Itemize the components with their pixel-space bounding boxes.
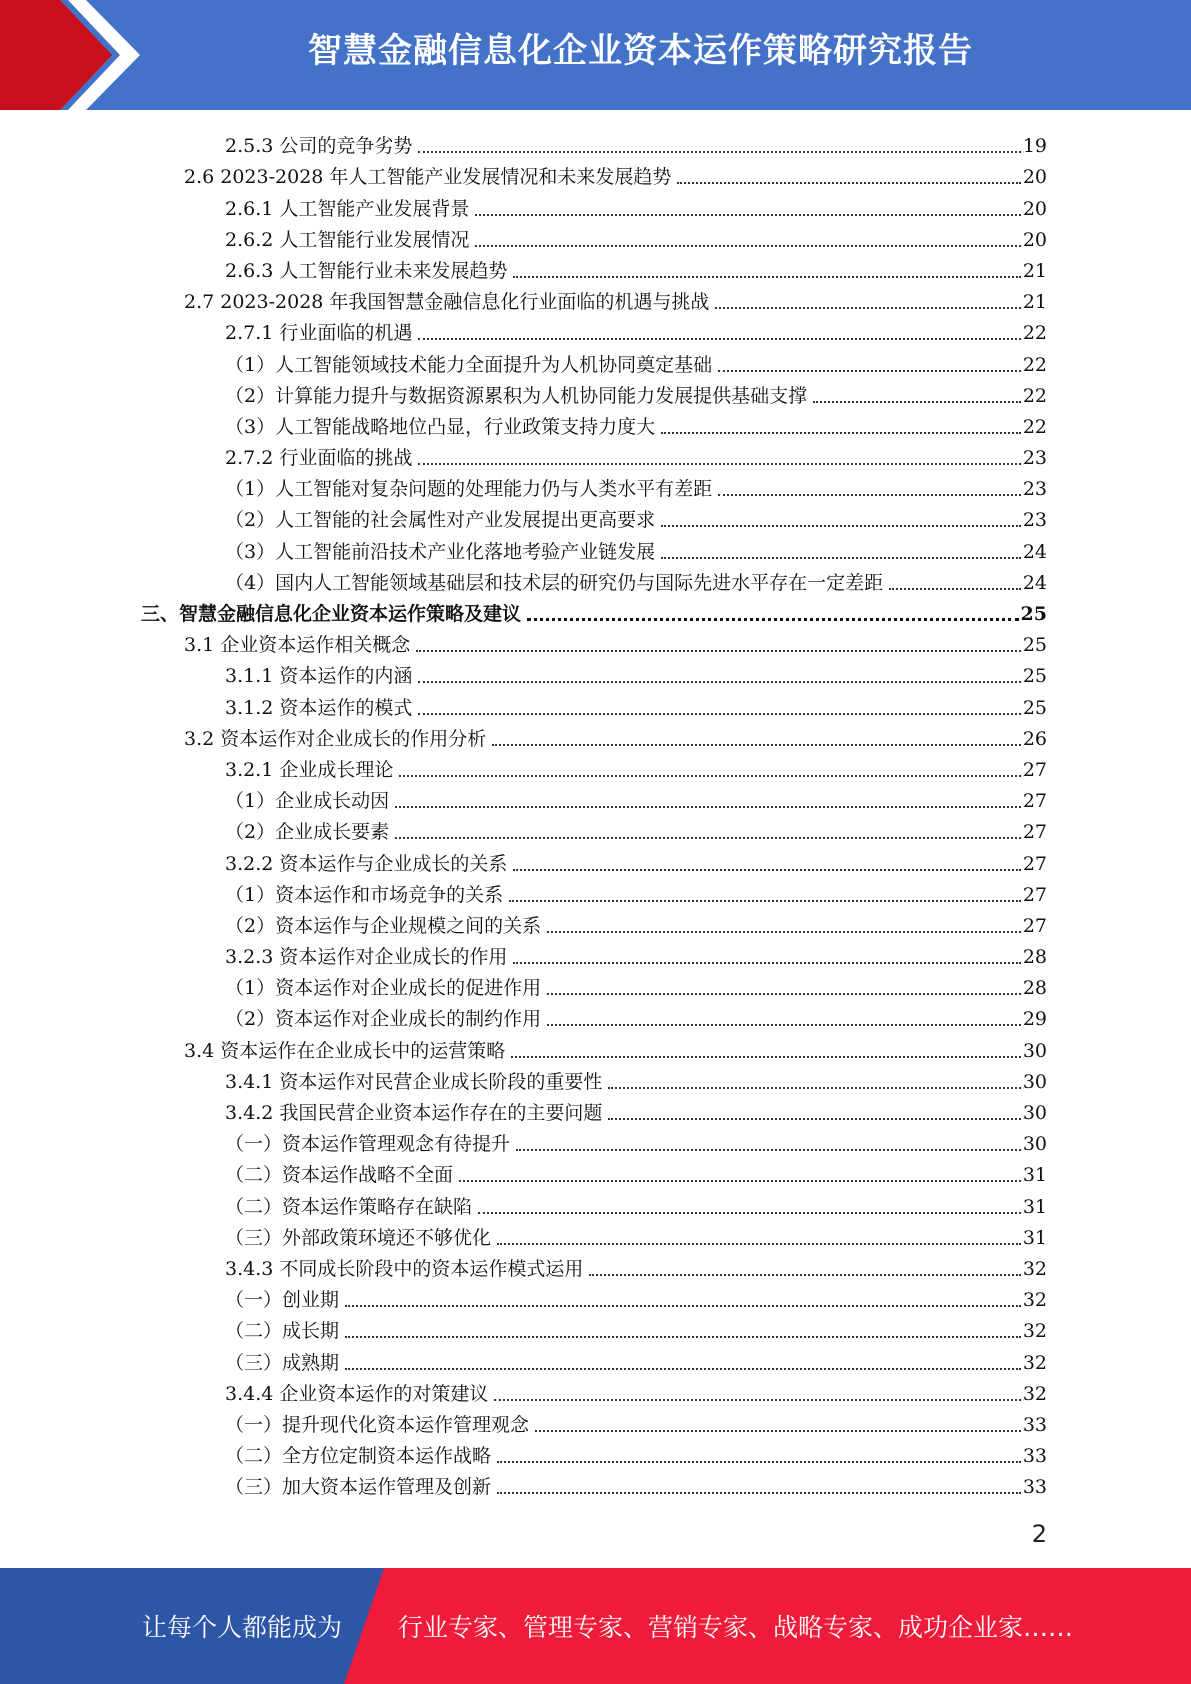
toc-entry[interactable] [0, 377, 1191, 408]
toc-dot-leader [459, 1180, 1021, 1182]
toc-entry-page: 31 [1022, 1164, 1047, 1187]
toc-dot-leader [608, 1118, 1020, 1120]
toc-entry-title: （3）人工智能战略地位凸显，行业政策支持力度大 [225, 415, 656, 438]
toc-entry[interactable] [0, 1468, 1191, 1499]
toc-entry-page: 32 [1022, 1351, 1047, 1374]
report-title: 智慧金融信息化企业资本运作策略研究报告 [308, 31, 973, 71]
toc-entry-title: 3.4.2 我国民营企业资本运作存在的主要问题 [225, 1102, 603, 1124]
toc-dot-leader [395, 806, 1021, 808]
toc-dot-leader [547, 993, 1021, 995]
toc-dot-leader [418, 713, 1020, 715]
toc-entry[interactable] [0, 1375, 1191, 1406]
toc-entry-page: 28 [1022, 977, 1047, 1000]
toc-entry[interactable] [0, 1312, 1191, 1343]
toc-entry[interactable] [0, 657, 1191, 688]
toc-entry-page: 32 [1022, 1320, 1047, 1343]
toc-dot-leader [345, 1305, 1021, 1307]
toc-entry-title: （三）加大资本运作管理及创新 [225, 1476, 492, 1499]
toc-entry-title: 2.6.2 人工智能行业发展情况 [225, 228, 470, 251]
toc-entry-title: 2.7.1 行业面临的机遇 [225, 322, 413, 345]
toc-entry-title: 2.7.2 行业面临的挑战 [225, 447, 413, 470]
toc-dot-leader [547, 931, 1021, 933]
toc-entry-title: 3.1.1 资本运作的内涵 [225, 665, 413, 688]
toc-entry[interactable] [0, 189, 1191, 220]
toc-entry[interactable] [0, 688, 1191, 719]
toc-entry-title: （2）企业成长要素 [225, 821, 390, 844]
toc-entry-page: 27 [1022, 821, 1047, 844]
toc-dot-leader [497, 1243, 1021, 1245]
toc-entry-title: 三、智慧金融信息化企业资本运作策略及建议 [141, 603, 522, 625]
toc-dot-leader [718, 494, 1021, 496]
toc-dot-leader [497, 1461, 1021, 1463]
toc-entry-title: 3.2.1 企业成长理论 [225, 758, 394, 781]
toc-dot-leader [475, 214, 1020, 216]
toc-entry[interactable] [0, 1187, 1191, 1218]
toc-entry-page: 24 [1022, 571, 1047, 594]
toc-entry[interactable] [0, 1156, 1191, 1187]
header-chevron-decoration [0, 0, 160, 110]
toc-entry-title: （2）人工智能的社会属性对产业发展提出更高要求 [225, 509, 656, 532]
toc-entry[interactable] [0, 127, 1191, 158]
toc-entry-page: 27 [1022, 790, 1047, 813]
toc-entry-page: 27 [1022, 914, 1047, 937]
toc-entry[interactable] [0, 1125, 1191, 1156]
toc-entry-title: （一）创业期 [225, 1289, 340, 1312]
toc-entry[interactable] [0, 1343, 1191, 1374]
toc-entry-title: 2.7 2023-2028 年我国智慧金融信息化行业面临的机遇与挑战 [184, 291, 710, 314]
toc-entry[interactable] [0, 595, 1191, 626]
toc-entry[interactable] [0, 532, 1191, 563]
toc-entry-page: 26 [1022, 727, 1047, 750]
toc-dot-leader [718, 370, 1021, 372]
page-header [0, 0, 1191, 110]
toc-entry-title: （4）国内人工智能领域基础层和技术层的研究仍与国际先进水平存在一定差距 [225, 571, 884, 594]
toc-dot-leader [513, 276, 1020, 278]
toc-dot-leader [345, 1368, 1021, 1370]
toc-entry-title: 2.6 2023-2028 年人工智能产业发展情况和未来发展趋势 [184, 166, 672, 189]
toc-entry[interactable] [0, 844, 1191, 875]
toc-entry-title: 3.2.3 资本运作对企业成长的作用 [225, 946, 508, 969]
toc-entry-title: 3.2 资本运作对企业成长的作用分析 [184, 727, 487, 750]
toc-entry-title: （1）资本运作对企业成长的促进作用 [225, 977, 542, 1000]
toc-entry-page: 25 [1022, 696, 1047, 719]
toc-entry[interactable] [0, 439, 1191, 470]
toc-entry-title: 2.6.1 人工智能产业发展背景 [225, 197, 470, 220]
toc-entry[interactable] [0, 626, 1191, 657]
toc-dot-leader [416, 650, 1021, 652]
toc-entry[interactable] [0, 751, 1191, 782]
toc-dot-leader [661, 557, 1021, 559]
toc-dot-leader [418, 338, 1020, 340]
toc-entry[interactable] [0, 1437, 1191, 1468]
toc-entry-title: （二）资本运作战略不全面 [225, 1164, 454, 1187]
toc-entry[interactable] [0, 1406, 1191, 1437]
toc-entry[interactable] [0, 408, 1191, 439]
toc-entry-title: （1）人工智能领域技术能力全面提升为人机协同奠定基础 [225, 353, 713, 376]
toc-entry-title: （3）人工智能前沿技术产业化落地考验产业链发展 [225, 540, 656, 563]
toc-entry-page: 32 [1022, 1289, 1047, 1312]
toc-entry[interactable] [0, 720, 1191, 751]
toc-entry-page: 25 [1022, 634, 1047, 657]
toc-entry-title: （2）资本运作与企业规模之间的关系 [225, 914, 542, 937]
page-footer [0, 1568, 1191, 1684]
toc-entry[interactable] [0, 1063, 1191, 1094]
toc-entry[interactable] [0, 1219, 1191, 1250]
toc-entry-page: 23 [1022, 478, 1047, 501]
toc-entry[interactable] [0, 969, 1191, 1000]
toc-entry-page: 28 [1022, 946, 1047, 969]
toc-entry-page: 30 [1022, 1039, 1047, 1062]
toc-entry[interactable] [0, 1094, 1191, 1125]
toc-entry[interactable] [0, 564, 1191, 595]
toc-entry-page: 30 [1022, 1102, 1047, 1124]
toc-dot-leader [889, 588, 1021, 590]
toc-entry[interactable] [0, 938, 1191, 969]
toc-entry-title: 2.5.3 公司的竞争劣势 [225, 135, 413, 158]
toc-entry-title: 3.4.4 企业资本运作的对策建议 [225, 1382, 489, 1405]
toc-entry-page: 20 [1022, 166, 1047, 189]
toc-dot-leader [589, 1274, 1020, 1276]
toc-entry-page: 20 [1022, 197, 1047, 220]
toc-entry-page: 27 [1022, 758, 1047, 781]
toc-dot-leader [513, 869, 1020, 871]
toc-entry-page: 25 [1020, 603, 1047, 625]
footer-slogan-right: 行业专家、管理专家、营销专家、战略专家、成功企业家…… [398, 1613, 1074, 1642]
toc-entry-page: 33 [1022, 1476, 1047, 1499]
toc-dot-leader [547, 1024, 1021, 1026]
toc-entry[interactable] [0, 813, 1191, 844]
toc-entry-page: 23 [1022, 447, 1047, 470]
toc-entry-page: 27 [1022, 883, 1047, 906]
toc-entry-title: （一）提升现代化资本运作管理观念 [225, 1413, 530, 1436]
toc-dot-leader [395, 837, 1021, 839]
toc-entry-title: 2.6.3 人工智能行业未来发展趋势 [225, 259, 508, 282]
toc-dot-leader [399, 775, 1020, 777]
toc-dot-leader [418, 463, 1020, 465]
toc-dot-leader [661, 432, 1021, 434]
toc-entry[interactable] [0, 345, 1191, 376]
toc-dot-leader [478, 1212, 1021, 1214]
toc-entry-page: 19 [1022, 135, 1047, 158]
table-of-contents [0, 127, 1191, 1499]
toc-entry-page: 22 [1022, 384, 1047, 407]
toc-dot-leader [511, 1056, 1021, 1058]
toc-entry-page: 23 [1022, 509, 1047, 532]
toc-entry[interactable] [0, 1281, 1191, 1312]
toc-entry-title: （一）资本运作管理观念有待提升 [225, 1133, 511, 1156]
toc-dot-leader [608, 1087, 1020, 1089]
toc-entry[interactable] [0, 782, 1191, 813]
toc-dot-leader [418, 151, 1020, 153]
toc-entry[interactable] [0, 158, 1191, 189]
toc-entry-page: 33 [1022, 1413, 1047, 1436]
toc-entry-page: 21 [1022, 259, 1047, 282]
toc-entry-title: （二）成长期 [225, 1320, 340, 1343]
toc-entry-title: （1）企业成长动因 [225, 790, 390, 813]
toc-entry-title: （二）资本运作策略存在缺陷 [225, 1195, 473, 1218]
toc-entry-page: 22 [1022, 415, 1047, 438]
toc-entry-page: 30 [1022, 1070, 1047, 1093]
toc-dot-leader [527, 618, 1019, 621]
toc-entry-page: 32 [1022, 1257, 1047, 1280]
toc-entry[interactable] [0, 252, 1191, 283]
toc-entry-title: （1）人工智能对复杂问题的处理能力仍与人类水平有差距 [225, 478, 713, 501]
toc-dot-leader [661, 525, 1021, 527]
toc-entry-page: 22 [1022, 353, 1047, 376]
toc-entry-page: 27 [1022, 852, 1047, 875]
toc-entry[interactable] [0, 1000, 1191, 1031]
toc-entry-title: 3.4 资本运作在企业成长中的运营策略 [184, 1039, 506, 1062]
toc-entry-title: （2）资本运作对企业成长的制约作用 [225, 1008, 542, 1031]
toc-dot-leader [494, 1399, 1020, 1401]
toc-entry-title: （1）资本运作和市场竞争的关系 [225, 883, 504, 906]
toc-dot-leader [535, 1430, 1021, 1432]
toc-entry-page: 29 [1022, 1008, 1047, 1031]
toc-dot-leader [418, 681, 1020, 683]
toc-entry-page: 21 [1022, 291, 1047, 314]
toc-entry-title: （三）外部政策环境还不够优化 [225, 1226, 492, 1249]
toc-dot-leader [677, 182, 1020, 184]
toc-entry-title: 3.2.2 资本运作与企业成长的关系 [225, 852, 508, 875]
toc-entry-page: 32 [1022, 1382, 1047, 1405]
toc-dot-leader [345, 1336, 1021, 1338]
toc-entry-page: 31 [1022, 1195, 1047, 1218]
toc-entry-title: 3.4.3 不同成长阶段中的资本运作模式运用 [225, 1257, 584, 1280]
toc-entry-page: 20 [1022, 228, 1047, 251]
toc-entry[interactable] [0, 283, 1191, 314]
toc-dot-leader [516, 1149, 1021, 1151]
toc-dot-leader [715, 307, 1020, 309]
toc-dot-leader [813, 401, 1021, 403]
toc-entry[interactable] [0, 1250, 1191, 1281]
toc-dot-leader [513, 962, 1020, 964]
toc-entry-page: 24 [1022, 540, 1047, 563]
toc-entry-page: 25 [1022, 665, 1047, 688]
toc-entry[interactable] [0, 876, 1191, 907]
toc-entry-title: 3.4.1 资本运作对民营企业成长阶段的重要性 [225, 1070, 603, 1093]
toc-entry-title: （二）全方位定制资本运作战略 [225, 1445, 492, 1468]
toc-entry-title: （2）计算能力提升与数据资源累积为人机协同能力发展提供基础支撑 [225, 384, 808, 407]
toc-entry[interactable] [0, 470, 1191, 501]
toc-dot-leader [475, 245, 1020, 247]
toc-entry-page: 31 [1022, 1226, 1047, 1249]
toc-entry[interactable] [0, 221, 1191, 252]
toc-entry[interactable] [0, 1031, 1191, 1062]
toc-entry-title: （三）成熟期 [225, 1351, 340, 1374]
toc-entry-page: 30 [1022, 1133, 1047, 1156]
toc-dot-leader [497, 1492, 1021, 1494]
toc-entry-title: 3.1 企业资本运作相关概念 [184, 634, 411, 657]
toc-dot-leader [509, 900, 1021, 902]
toc-entry[interactable] [0, 907, 1191, 938]
toc-entry-title: 3.1.2 资本运作的模式 [225, 696, 413, 719]
page-number: 2 [1031, 1520, 1047, 1548]
toc-dot-leader [492, 744, 1021, 746]
toc-entry[interactable] [0, 501, 1191, 532]
toc-entry-page: 22 [1022, 322, 1047, 345]
toc-entry-page: 33 [1022, 1445, 1047, 1468]
toc-entry[interactable] [0, 314, 1191, 345]
footer-slogan-left: 让每个人都能成为 [142, 1613, 343, 1642]
